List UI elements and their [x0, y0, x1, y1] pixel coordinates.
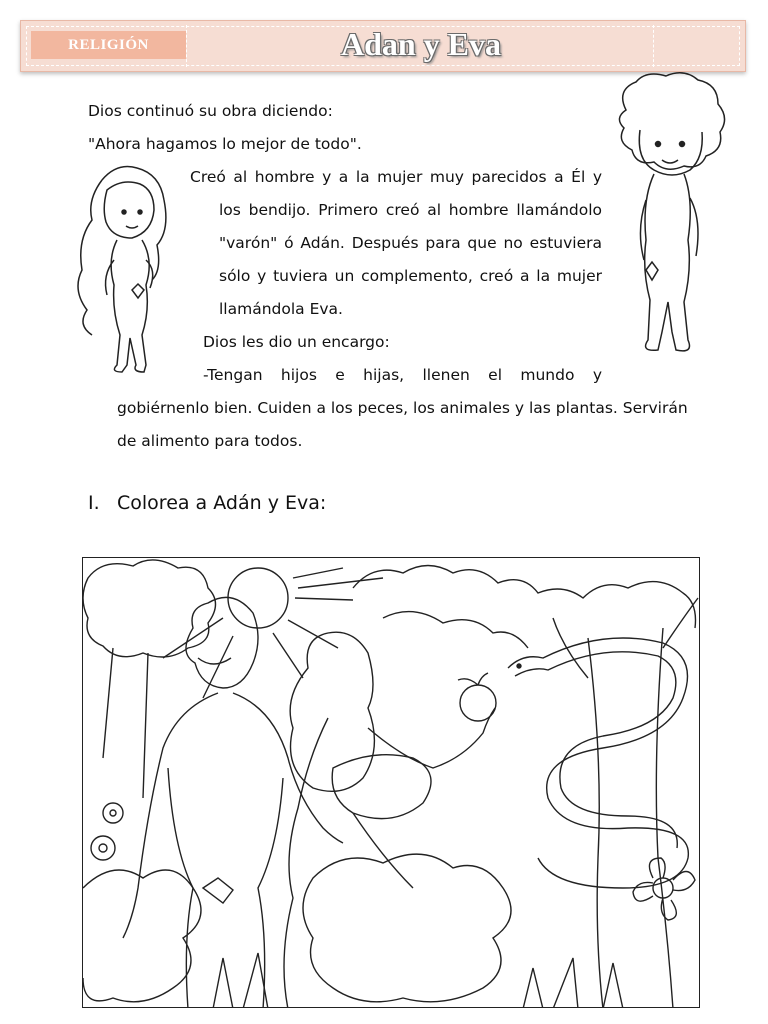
coloring-picture — [82, 557, 700, 1008]
apple-drawing — [460, 685, 496, 721]
page-title: Adan y Eva — [340, 26, 502, 62]
story-line: de alimento para todos. — [117, 432, 303, 450]
story-line: -Tengan hijos e hijas, llenen el mundo y — [203, 366, 602, 384]
header-divider — [653, 25, 654, 67]
subject-label: RELIGIÓN — [68, 37, 149, 53]
header-banner — [20, 20, 746, 72]
adam-drawing — [123, 597, 343, 1008]
activity-instruction: Colorea a Adán y Eva: — [117, 492, 327, 514]
story-line: "varón" ó Adán. Después para que no estuviera — [219, 234, 602, 252]
story-line: llamándola Eva. — [219, 300, 343, 318]
story-line: los bendijo. Primero creó al hombre llamándolo — [219, 201, 602, 219]
eve-cartoon-illustration — [62, 160, 187, 380]
header-divider — [186, 25, 187, 67]
story-line: Creó al hombre y a la mujer muy parecidos a Él y — [190, 168, 602, 186]
adam-eve-garden-drawing — [83, 558, 700, 1008]
activity-number: I. — [88, 492, 100, 514]
eve-drawing — [284, 632, 496, 1008]
story-line: sólo y tuviera un complemento, creó a la mujer — [219, 267, 602, 285]
story-line: Dios les dio un encargo: — [203, 333, 390, 351]
activity-heading — [88, 492, 326, 514]
story-line: Dios continuó su obra diciendo: — [88, 102, 333, 120]
adam-cartoon-illustration — [606, 70, 736, 370]
story-line: "Ahora hagamos lo mejor de todo". — [88, 135, 362, 153]
subject-badge — [31, 31, 186, 59]
sun-drawing — [163, 568, 383, 698]
story-line: gobiérnenlo bien. Cuiden a los peces, los animales y las plantas. Servirán — [117, 399, 688, 417]
